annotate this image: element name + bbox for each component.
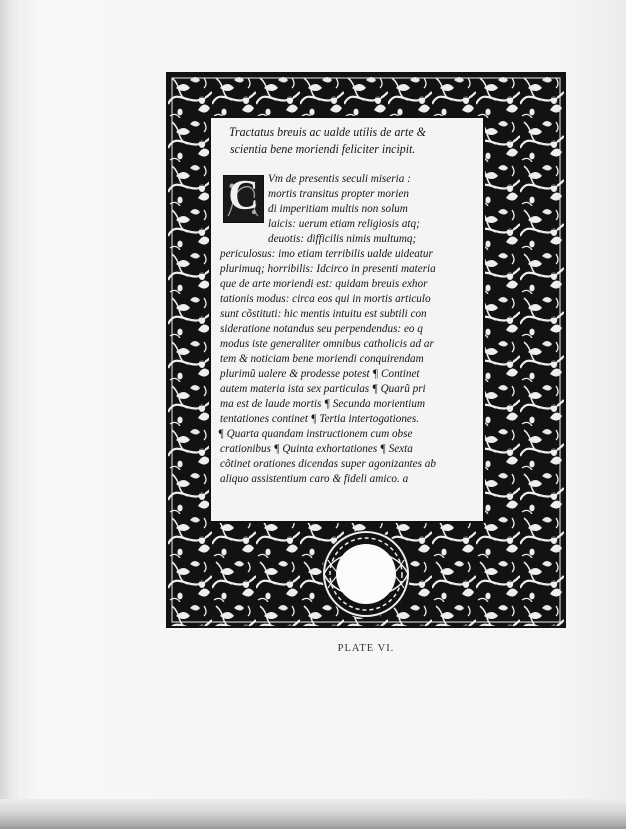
initial-letter: C: [228, 173, 259, 219]
body-line: modus iste generaliter omnibus catholicis ad ar: [220, 338, 434, 350]
body-line: sunt cõstituti: hic mentis intuitu est subtili con: [220, 308, 427, 320]
body-line: plurimũ ualere & prodesse potest ¶ Continet: [220, 368, 420, 380]
body-line: que de arte moriendi est: quidam breuis exhor: [220, 278, 428, 290]
body-line: aliquo assistentium caro & fideli amico. a: [220, 473, 409, 485]
body-line: di imperitiam multis non solum: [268, 203, 408, 215]
text-panel: [211, 118, 483, 521]
body-line: Vm de presentis seculi miseria :: [268, 173, 411, 185]
body-line: periculosus: imo etiam terribilis ualde uideatur: [220, 248, 433, 260]
body-line: tationis modus: circa eos qui in mortis articulo: [220, 293, 431, 305]
title-line: scientia bene moriendi feliciter incipit.: [229, 141, 416, 156]
body-line: autem materia ista sex particulas ¶ Quarũ pri: [220, 383, 426, 395]
decorated-initial: [223, 175, 264, 223]
body-line: tem & noticiam bene moriendi conquirendam: [220, 353, 424, 365]
body-line: laicis: uerum etiam religiosis atq;: [268, 218, 420, 230]
body-line: deuotis: difficilis nimis multumq;: [268, 233, 417, 245]
body-line: crationibus ¶ Quinta exhortationes ¶ Sexta: [220, 443, 413, 455]
body-line: ¶ Quarta quandam instructionem cum obse: [218, 428, 413, 440]
tract-title: [229, 124, 474, 157]
page-edge-left: [0, 0, 22, 829]
plate-caption: PLATE VI.: [337, 643, 395, 654]
body-line: cõtinet orationes dicendas super agonizantes ab: [220, 458, 436, 470]
body-line: plurimuq; horribilis: Idcirco in presenti materia: [220, 263, 436, 275]
medallion-ornament: [322, 530, 410, 618]
page-edge-bottom: [0, 799, 626, 829]
body-line: tentationes continet ¶ Tertia intertogationes.: [220, 413, 420, 425]
body-line: mortis transitus propter morien: [268, 188, 409, 200]
body-line: sideratione notandus seu perpendendus: eo q: [220, 323, 423, 335]
body-line: ma est de laude mortis ¶ Secunda morientium: [220, 398, 426, 410]
title-line: Tractatus breuis ac ualde utilis de arte &: [229, 125, 426, 139]
